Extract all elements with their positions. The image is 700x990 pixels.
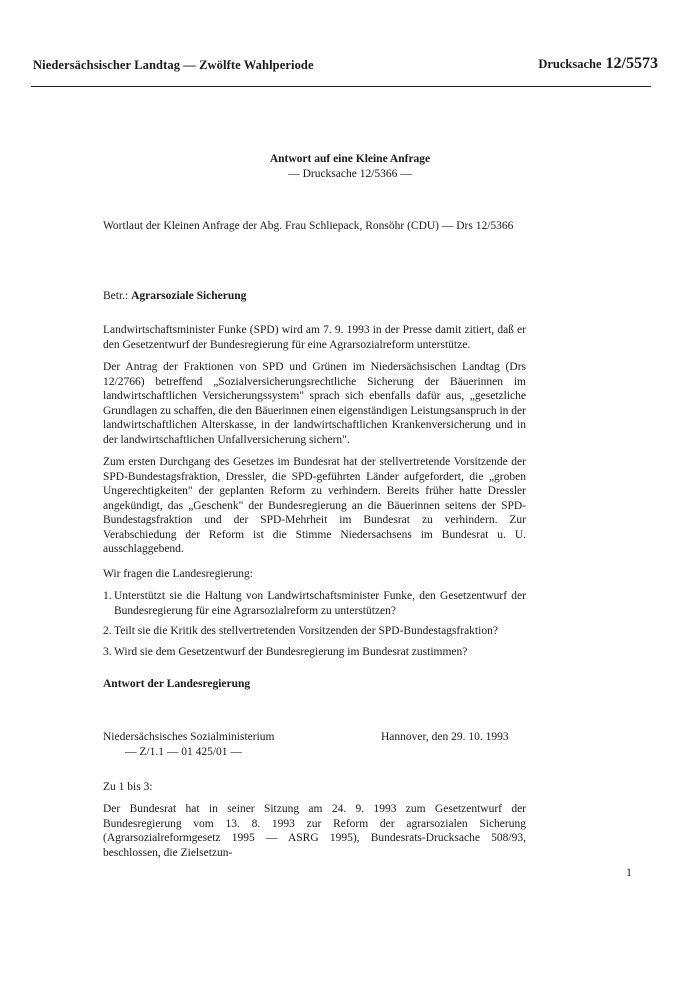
list-number: 1.	[103, 590, 112, 602]
ministry-reference: — Z/1.1 — 01 425/01 —	[125, 746, 242, 758]
document-title	[0, 152, 700, 182]
place-date: Hannover, den 29. 10. 1993	[381, 731, 509, 743]
betreff-subject: Agrarsoziale Sicherung	[131, 290, 247, 302]
answer-text: Der Bundesrat hat in seiner Sitzung am 24. 9. 1993 zum Gesetzentwurf der Bundesregierung vom 13. 8. 1993 zur Reform der agrarsozialen Sicherung (Agrarsozialreformgesetz 1995 — ASRG 1995), Bundesrats-Drucksache 508/93, beschlossen, die Zielsetzun-	[103, 803, 526, 859]
answer-heading: Antwort der Landesregierung	[103, 678, 251, 690]
page-number: 1	[626, 865, 632, 879]
ministry-name: Niedersächsisches Sozialministerium	[103, 731, 275, 743]
betreff-prefix: Betr.:	[103, 290, 129, 302]
list-item	[103, 645, 526, 660]
list-text: Unterstützt sie die Haltung von Landwirtschaftsminister Funke, den Gesetzentwurf der Bundesregierung für eine Agrarsozialreform zu unterstützen?	[114, 590, 526, 617]
wortlaut: Wortlaut der Kleinen Anfrage der Abg. Frau Schliepack, Ronsöhr (CDU) — Drs 12/5366	[103, 220, 514, 232]
question-body	[103, 323, 526, 665]
list-text: Wird sie dem Gesetzentwurf der Bundesregierung im Bundesrat zustimmen?	[114, 645, 468, 658]
question-intro: Wir fragen die Landesregierung:	[103, 567, 253, 580]
betreff	[103, 289, 526, 304]
list-item	[103, 624, 526, 639]
list-number: 3.	[103, 645, 112, 658]
zu-heading: Zu 1 bis 3:	[103, 781, 153, 793]
header-parliament: Niedersächsischer Landtag — Zwölfte Wahlperiode	[33, 58, 314, 72]
drucksache-number: 12/5573	[605, 55, 658, 72]
header-drucksache	[538, 55, 658, 73]
title-line-1: Antwort auf eine Kleine Anfrage	[269, 153, 431, 165]
list-item	[103, 589, 526, 618]
list-number: 2.	[103, 625, 112, 637]
header-rule	[31, 86, 651, 87]
paragraph: Der Antrag der Fraktionen von SPD und Grünen im Niedersächsischen Landtag (Drs 12/2766) betreffend „Sozialversicherungsrechtliche Sicherung der Bäuerinnen im landwirtschaftlichen Versicherungssystem" sprach sich ebenfalls dafür aus, „gesetzliche Grundlagen zu schaffen, die den Bäuerinnen einen eigenständigen Leistungsanspruch in der landwirtschaftlichen Alterskasse, in der landwirtschaftlichen Krankenversicherung und in der landwirtschaftlichen Unfallversicherung sichern".	[103, 361, 526, 446]
list-text: Teilt sie die Kritik des stellvertretenden Vorsitzenden der SPD-Bundestagsfraktion?	[114, 625, 498, 637]
paragraph: Landwirtschaftsminister Funke (SPD) wird am 7. 9. 1993 in der Presse damit zitiert, daß er den Gesetzentwurf der Bundesregierung für eine Agrarsozialreform unterstütze.	[103, 324, 526, 351]
title-line-2: — Drucksache 12/5366 —	[288, 168, 412, 180]
paragraph: Zum ersten Durchgang des Gesetzes im Bundesrat hat der stellvertretende Vorsitzende der SPD-Bundestagsfraktion, Dressler, die SPD-geführten Länder aufgefordert, die „groben Ungerechtigkeiten" der geplanten Reform zu verhindern. Bereits früher hatte Dressler angekündigt, das „Geschenk" der Bundesregierung an die Bäuerinnen seitens der SPD-Bundestagsfraktion und der SPD-Mehrheit im Bundesrat zu verhindern. Zur Verabschiedung der Reform ist die Stimme Niedersachsens im Bundesrat u. U. ausschlaggebend.	[103, 456, 526, 555]
drucksache-label: Drucksache	[538, 57, 602, 71]
